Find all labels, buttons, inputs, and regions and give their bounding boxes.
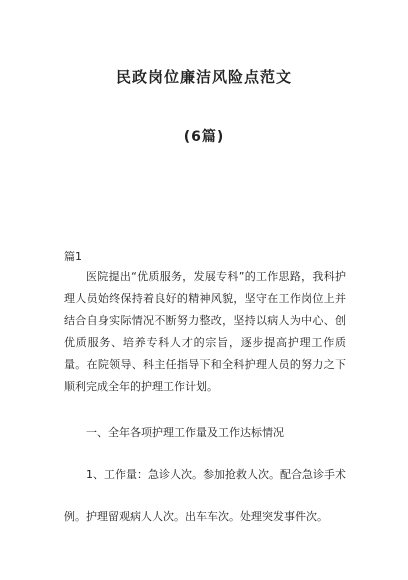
body-paragraph: 医院提出“优质服务，发展专科”的工作思路，我科护理人员始终保持着良好的精神风貌，坚守在工作岗位上并结合自身实际情况不断努力整改，坚持以病人为中心、创优质服务、培养专科人才的宗旨，逐步提高护理工作质量。在院领导、科主任指导下和全科护理人员的努力之下顺利完成全年的护理工作计划。 [64, 270, 346, 393]
section-heading: 一、全年各项护理工作量及工作达标情况 [86, 426, 284, 439]
document-title: 民政岗位廉洁风险点范文 [115, 68, 292, 86]
section-label: 篇1 [64, 250, 82, 263]
list-item-continuation: 例。护理留观病人人次。出车车次。处理突发事件次。 [64, 510, 328, 523]
document-subtitle: (6篇) [183, 129, 225, 145]
list-item: 1、工作量：急诊人次。参加抢救人次。配合急诊手术 [86, 468, 346, 481]
